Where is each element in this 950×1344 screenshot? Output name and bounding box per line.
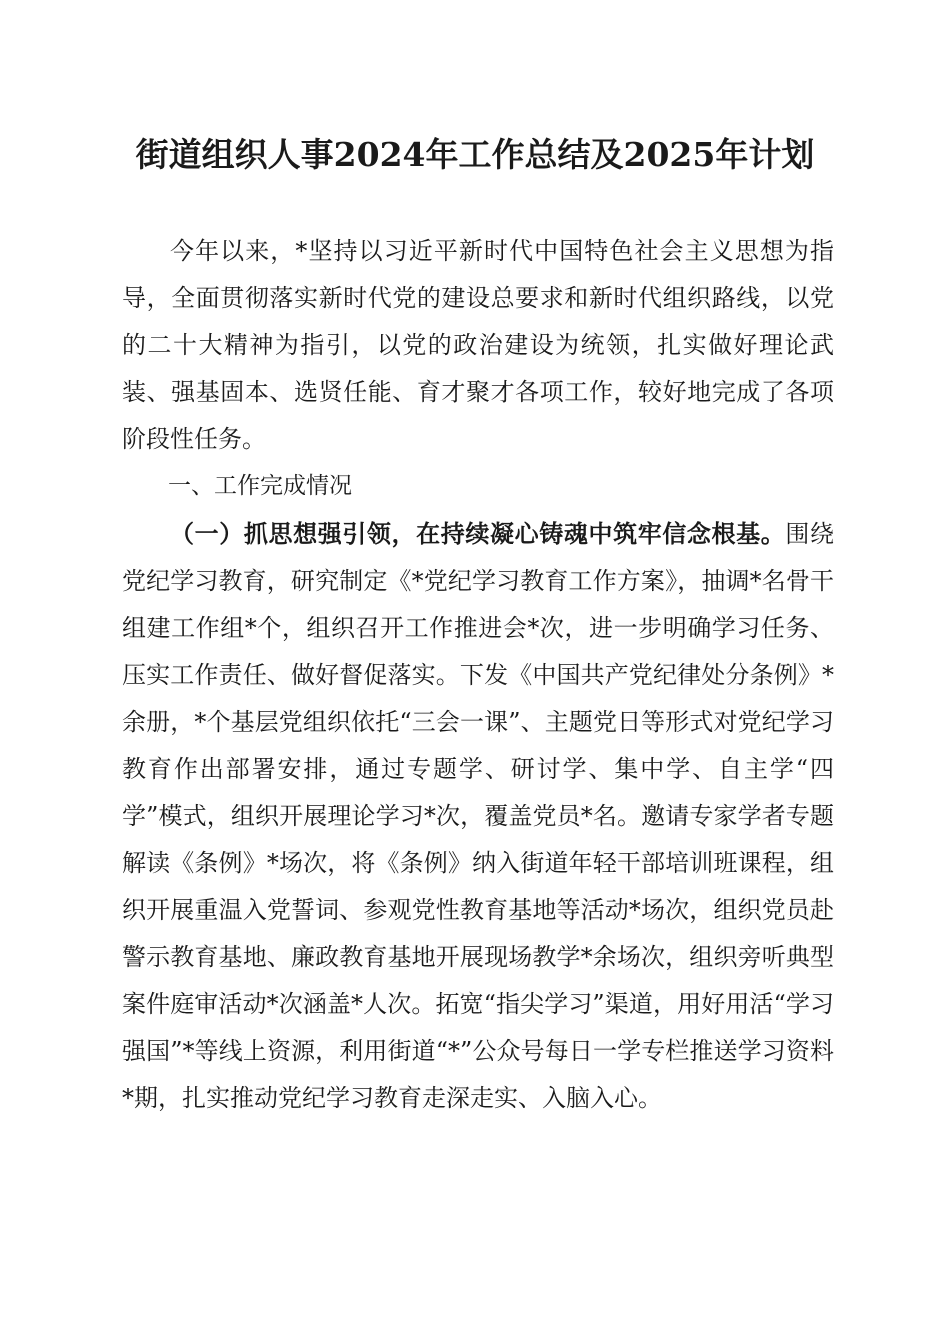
document-title: 街道组织人事2024年工作总结及2025年计划 — [135, 135, 815, 174]
intro-paragraph: 今年以来，*坚持以习近平新时代中国特色社会主义思想为指导，全面贯彻落实新时代党的建设总要求和新时代组织路线，以党的二十大精神为指引，以党的政治建设为统领，扎实做好理论武装、强基固本、选贤任能、育才聚才各项工作，较好地完成了各项阶段性任务。 — [122, 237, 834, 453]
item-body-text: 围绕党纪学习教育，研究制定《*党纪学习教育工作方案》，抽调*名骨干组建工作组*个，组织召开工作推进会*次，进一步明确学习任务、压实工作责任、做好督促落实。下发《中国共产党纪律处分条例》*余册，*个基层党组织依托“三会一课”、主题党日等形式对党纪学习教育作出部署安排，通过专题学、研讨学、集中学、自主学“四学”模式，组织开展理论学习*次，覆盖党员*名。邀请专家学者专题解读《条例》*场次，将《条例》纳入街道年轻干部培训班课程，组织开展重温入党誓词、参观党性教育基地等活动*场次，组织党员赴警示教育基地、廉政教育基地开展现场教学*余场次，组织旁听典型案件庭审活动*次涵盖*人次。拓宽“指尖学习”渠道，用好用活“学习强国”*等线上资源，利用街道“*”公众号每日一学专栏推送学习资料*期，扎实推动党纪学习教育走深走实、入脑入心。 — [122, 520, 835, 1112]
document-body — [122, 228, 834, 1122]
item-subheading: （一）抓思想强引领，在持续凝心铸魂中筑牢信念根基。 — [170, 519, 786, 548]
item-paragraph — [122, 510, 834, 1122]
section-heading: 一、工作完成情况 — [168, 473, 352, 499]
